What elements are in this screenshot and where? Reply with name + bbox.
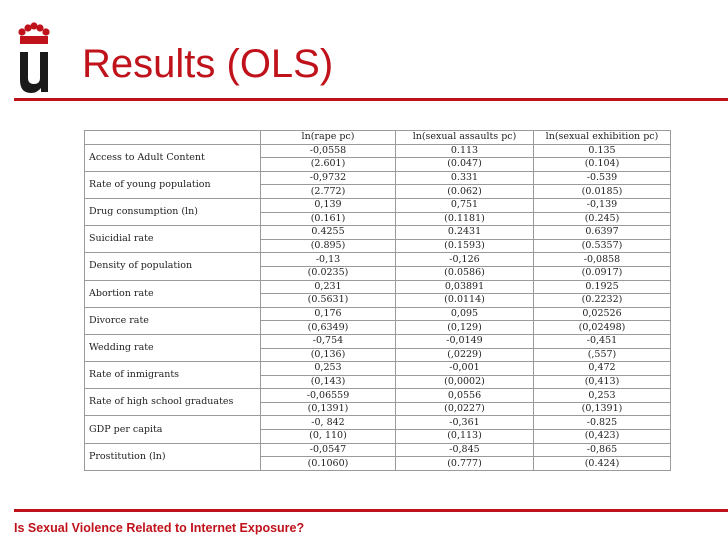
standard-error-cell: (0.5357)	[534, 239, 671, 253]
standard-error-cell: (0.424)	[534, 457, 671, 471]
coefficient-cell: -0,865	[534, 443, 671, 457]
table-row	[85, 362, 671, 376]
coefficient-cell: 0,03891	[396, 280, 534, 294]
standard-error-cell: (0.161)	[261, 212, 396, 226]
coefficient-cell: -0,126	[396, 253, 534, 267]
coefficient-cell: 0.1925	[534, 280, 671, 294]
variable-label: Divorce rate	[85, 307, 261, 334]
variable-label: Drug consumption (ln)	[85, 198, 261, 225]
coefficient-cell: -0.825	[534, 416, 671, 430]
header-sexual-assaults: ln(sexual assaults pc)	[396, 131, 534, 145]
coefficient-cell: 0.135	[534, 144, 671, 158]
coefficient-cell: -0,13	[261, 253, 396, 267]
header-sexual-exhibition: ln(sexual exhibition pc)	[534, 131, 671, 145]
standard-error-cell: (0.0917)	[534, 266, 671, 280]
header-rape: ln(rape pc)	[261, 131, 396, 145]
coefficient-cell: 0,0556	[396, 389, 534, 403]
coefficient-cell: 0.113	[396, 144, 534, 158]
coefficient-cell: -0,0558	[261, 144, 396, 158]
standard-error-cell: (0.777)	[396, 457, 534, 471]
header-blank	[85, 131, 261, 145]
coefficient-cell: -0,754	[261, 334, 396, 348]
standard-error-cell: (0.1060)	[261, 457, 396, 471]
table-row	[85, 253, 671, 267]
standard-error-cell: (0, 110)	[261, 430, 396, 444]
table-row	[85, 416, 671, 430]
standard-error-cell: (0,113)	[396, 430, 534, 444]
coefficient-cell: -0,0547	[261, 443, 396, 457]
variable-label: Prostitution (ln)	[85, 443, 261, 470]
university-logo	[16, 22, 52, 94]
coefficient-cell: -0.539	[534, 171, 671, 185]
standard-error-cell: (0,423)	[534, 430, 671, 444]
standard-error-cell: (0.0114)	[396, 294, 534, 308]
standard-error-cell: (0.5631)	[261, 294, 396, 308]
standard-error-cell: (0.2232)	[534, 294, 671, 308]
coefficient-cell: -0,0149	[396, 334, 534, 348]
standard-error-cell: (,557)	[534, 348, 671, 362]
variable-label: Abortion rate	[85, 280, 261, 307]
coefficient-cell: 0.6397	[534, 226, 671, 240]
standard-error-cell: (0,129)	[396, 321, 534, 335]
standard-error-cell: (0.1593)	[396, 239, 534, 253]
coefficient-cell: -0,001	[396, 362, 534, 376]
variable-label: Rate of inmigrants	[85, 362, 261, 389]
standard-error-cell: (0,413)	[534, 375, 671, 389]
standard-error-cell: (0,136)	[261, 348, 396, 362]
ols-results-table	[84, 130, 671, 471]
variable-label: Density of population	[85, 253, 261, 280]
coefficient-cell: 0,139	[261, 198, 396, 212]
coefficient-cell: 0,253	[261, 362, 396, 376]
standard-error-cell: (,0229)	[396, 348, 534, 362]
footer-divider	[14, 509, 728, 512]
standard-error-cell: (0.104)	[534, 158, 671, 172]
coefficient-cell: 0,472	[534, 362, 671, 376]
coefficient-cell: 0,095	[396, 307, 534, 321]
coefficient-cell: 0,231	[261, 280, 396, 294]
table-row	[85, 307, 671, 321]
standard-error-cell: (0,02498)	[534, 321, 671, 335]
variable-label: Access to Adult Content	[85, 144, 261, 171]
standard-error-cell: (0.062)	[396, 185, 534, 199]
crown-icon	[18, 22, 49, 44]
coefficient-cell: -0,06559	[261, 389, 396, 403]
coefficient-cell: -0,361	[396, 416, 534, 430]
standard-error-cell: (0.047)	[396, 158, 534, 172]
standard-error-cell: (0.0586)	[396, 266, 534, 280]
standard-error-cell: (0,1391)	[261, 402, 396, 416]
standard-error-cell: (0,0002)	[396, 375, 534, 389]
standard-error-cell: (0.0235)	[261, 266, 396, 280]
coefficient-cell: 0,176	[261, 307, 396, 321]
coefficient-cell: 0.2431	[396, 226, 534, 240]
table-row	[85, 389, 671, 403]
u-letter-icon	[20, 52, 48, 93]
coefficient-cell: -0,139	[534, 198, 671, 212]
table-row	[85, 171, 671, 185]
coefficient-cell: 0,751	[396, 198, 534, 212]
coefficient-cell: -0,0858	[534, 253, 671, 267]
standard-error-cell: (0,1391)	[534, 402, 671, 416]
standard-error-cell: (2.601)	[261, 158, 396, 172]
table-header-row	[85, 131, 671, 145]
coefficient-cell: 0.331	[396, 171, 534, 185]
table-row	[85, 443, 671, 457]
table-row	[85, 280, 671, 294]
slide-title: Results (OLS)	[82, 42, 334, 86]
standard-error-cell: (0.0185)	[534, 185, 671, 199]
title-divider	[14, 98, 728, 101]
footer-title: Is Sexual Violence Related to Internet Exposure?	[14, 521, 305, 535]
variable-label: GDP per capita	[85, 416, 261, 443]
coefficient-cell: -0,9732	[261, 171, 396, 185]
standard-error-cell: (0.245)	[534, 212, 671, 226]
coefficient-cell: -0,845	[396, 443, 534, 457]
standard-error-cell: (0.1181)	[396, 212, 534, 226]
variable-label: Wedding rate	[85, 334, 261, 361]
coefficient-cell: 0,02526	[534, 307, 671, 321]
coefficient-cell: -0, 842	[261, 416, 396, 430]
standard-error-cell: (0.895)	[261, 239, 396, 253]
variable-label: Rate of high school graduates	[85, 389, 261, 416]
table-row	[85, 198, 671, 212]
standard-error-cell: (0,6349)	[261, 321, 396, 335]
standard-error-cell: (0,143)	[261, 375, 396, 389]
table-row	[85, 334, 671, 348]
coefficient-cell: -0,451	[534, 334, 671, 348]
coefficient-cell: 0.4255	[261, 226, 396, 240]
variable-label: Rate of young population	[85, 171, 261, 198]
standard-error-cell: (0,0227)	[396, 402, 534, 416]
variable-label: Suicidial rate	[85, 226, 261, 253]
coefficient-cell: 0,253	[534, 389, 671, 403]
table-row	[85, 144, 671, 158]
table-row	[85, 226, 671, 240]
standard-error-cell: (2.772)	[261, 185, 396, 199]
